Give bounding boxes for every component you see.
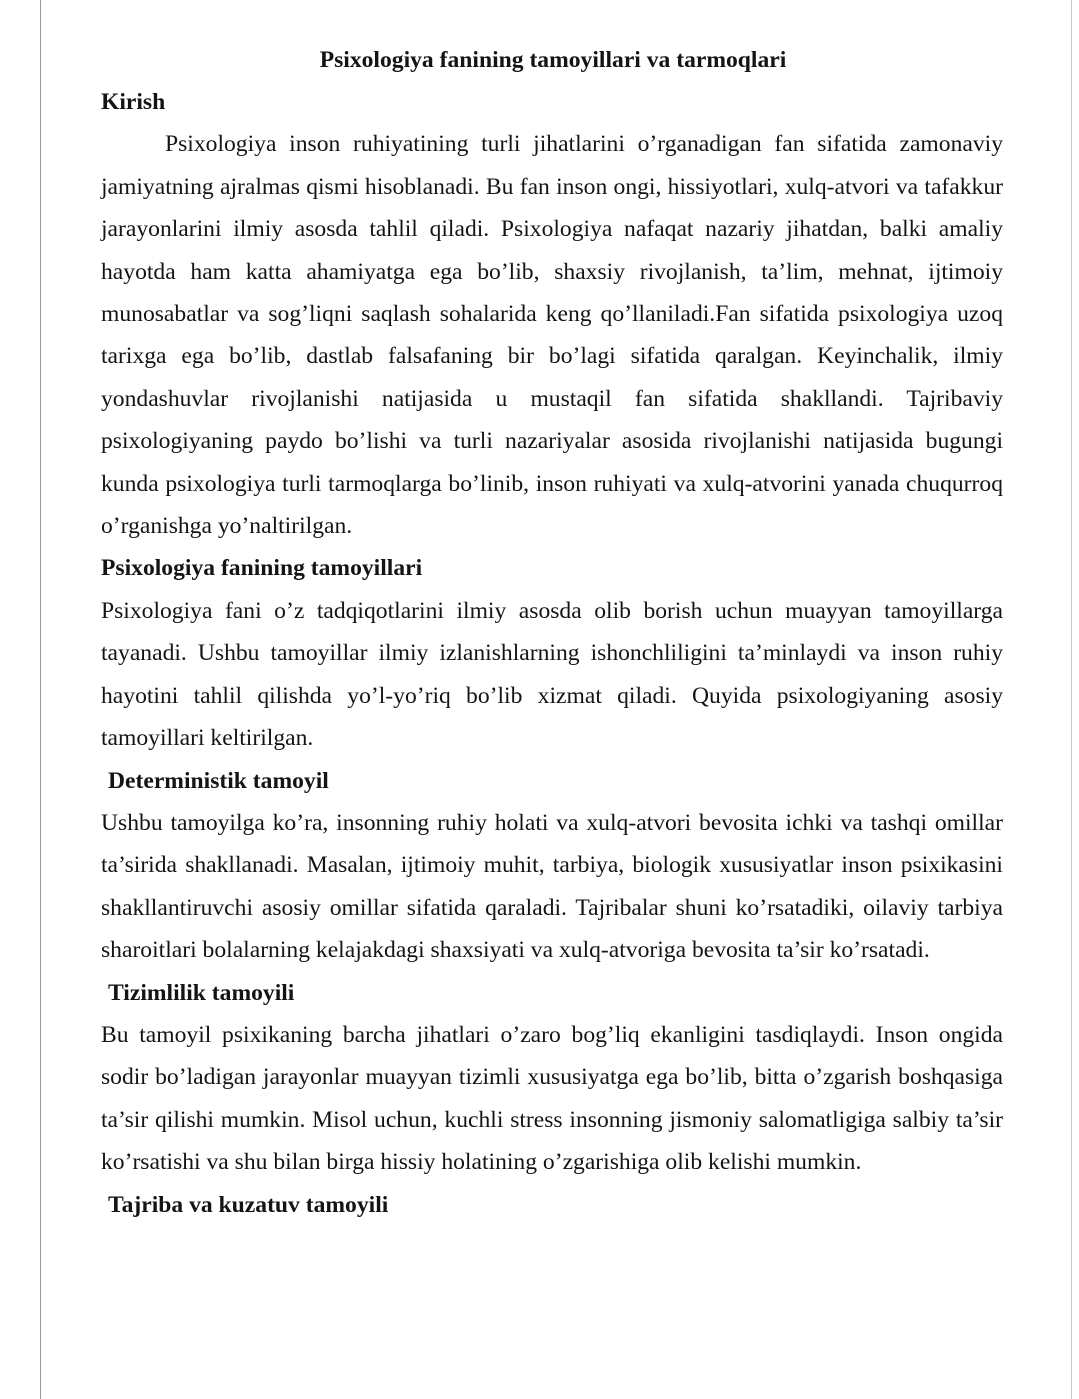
section-heading-tamoyillar: Psixologiya fanining tamoyillari [101,555,423,582]
section-paragraph-kirish: Psixologiya inson ruhiyatining turli jihatlarini o’rganadigan fan sifatida zamonaviy jamiyatning ajralmas qismi hisoblanadi. Bu fan inson ongi, hissiyotlari, xulq-atvori va tafakkur jarayonlarini ilmiy asosda tahlil qiladi. Psixologiya nafaqat nazariy jihatdan, balki amaliy hayotda ham katta ahamiyatga ega bo’lib, shaxsiy rivojlanish, ta’lim, mehnat, ijtimoiy munosabatlar va sog’liqni saqlash sohalarida keng qo’llaniladi.Fan sifatida psixologiya uzoq tarixga ega bo’lib, dastlab falsafaning bir bo’lagi sifatida qaralgan. Keyinchalik, ilmiy yondashuvlar rivojlanishi natijasida u mustaqil fan sifatida shakllandi. Tajribaviy psixologiyaning paydo bo’lishi va turli nazariyalar asosida rivojlanishi natijasida bugungi kunda psixologiya turli tarmoqlarga bo’linib, inson ruhiyati va xulq-atvorini yanada chuqurroq o’rganishga yo’naltirilgan. [101,131,1003,540]
document-title: Psixologiya fanining tamoyillari va tarmoqlari [319,47,787,73]
section-paragraph-tamoyillar: Psixologiya fani o’z tadqiqotlarini ilmiy asosda olib borish uchun muayyan tamoyillarga tayanadi. Ushbu tamoyillar ilmiy izlanishlarning ishonchliligini ta’minlaydi va inson ruhiy hayotini tahlil qilishda yo’l-yo’riq bo’lib xizmat qiladi. Quyida psixologiyaning asosiy tamoyillari keltirilgan. [101,597,1003,752]
section-paragraph-tizimlilik: Bu tamoyil psixikaning barcha jihatlari o’zaro bog’liq ekanligini tasdiqlaydi. Inson ongida sodir bo’ladigan jarayonlar muayyan tizimli xususiyatga ega bo’lib, bitta o’zgarish boshqasiga ta’sir qilishi mumkin. Misol uchun, kuchli stress insonning jismoniy salomatligiga salbiy ta’sir ko’rsatishi va shu bilan birga hissiy holatining o’zgarishiga olib kelishi mumkin. [101,1021,1003,1176]
section-paragraph-deterministik: Ushbu tamoyilga ko’ra, insonning ruhiy holati va xulq-atvori bevosita ichki va tashqi omillar ta’sirida shakllanadi. Masalan, ijtimoiy muhit, tarbiya, biologik xususiyatlar inson psixikasini shakllantiruvchi asosiy omillar sifatida qaraladi. Tajribalar shuni ko’rsatadiki, oilaviy tarbiya sharoitlari bolalarning kelajakdagi shaxsiyati va xulq-atvoriga bevosita ta’sir ko’rsatadi. [101,809,1003,964]
section-heading-deterministik: Deterministik tamoyil [108,767,329,794]
page-right-edge [1071,0,1072,1399]
document-body [101,42,1003,1226]
section-heading-kirish: Kirish [101,89,166,115]
section-heading-tizimlilik: Tizimlilik tamoyili [108,979,295,1006]
page-left-edge [40,0,41,1399]
section-heading-tajriba: Tajriba va kuzatuv tamoyili [108,1191,389,1218]
